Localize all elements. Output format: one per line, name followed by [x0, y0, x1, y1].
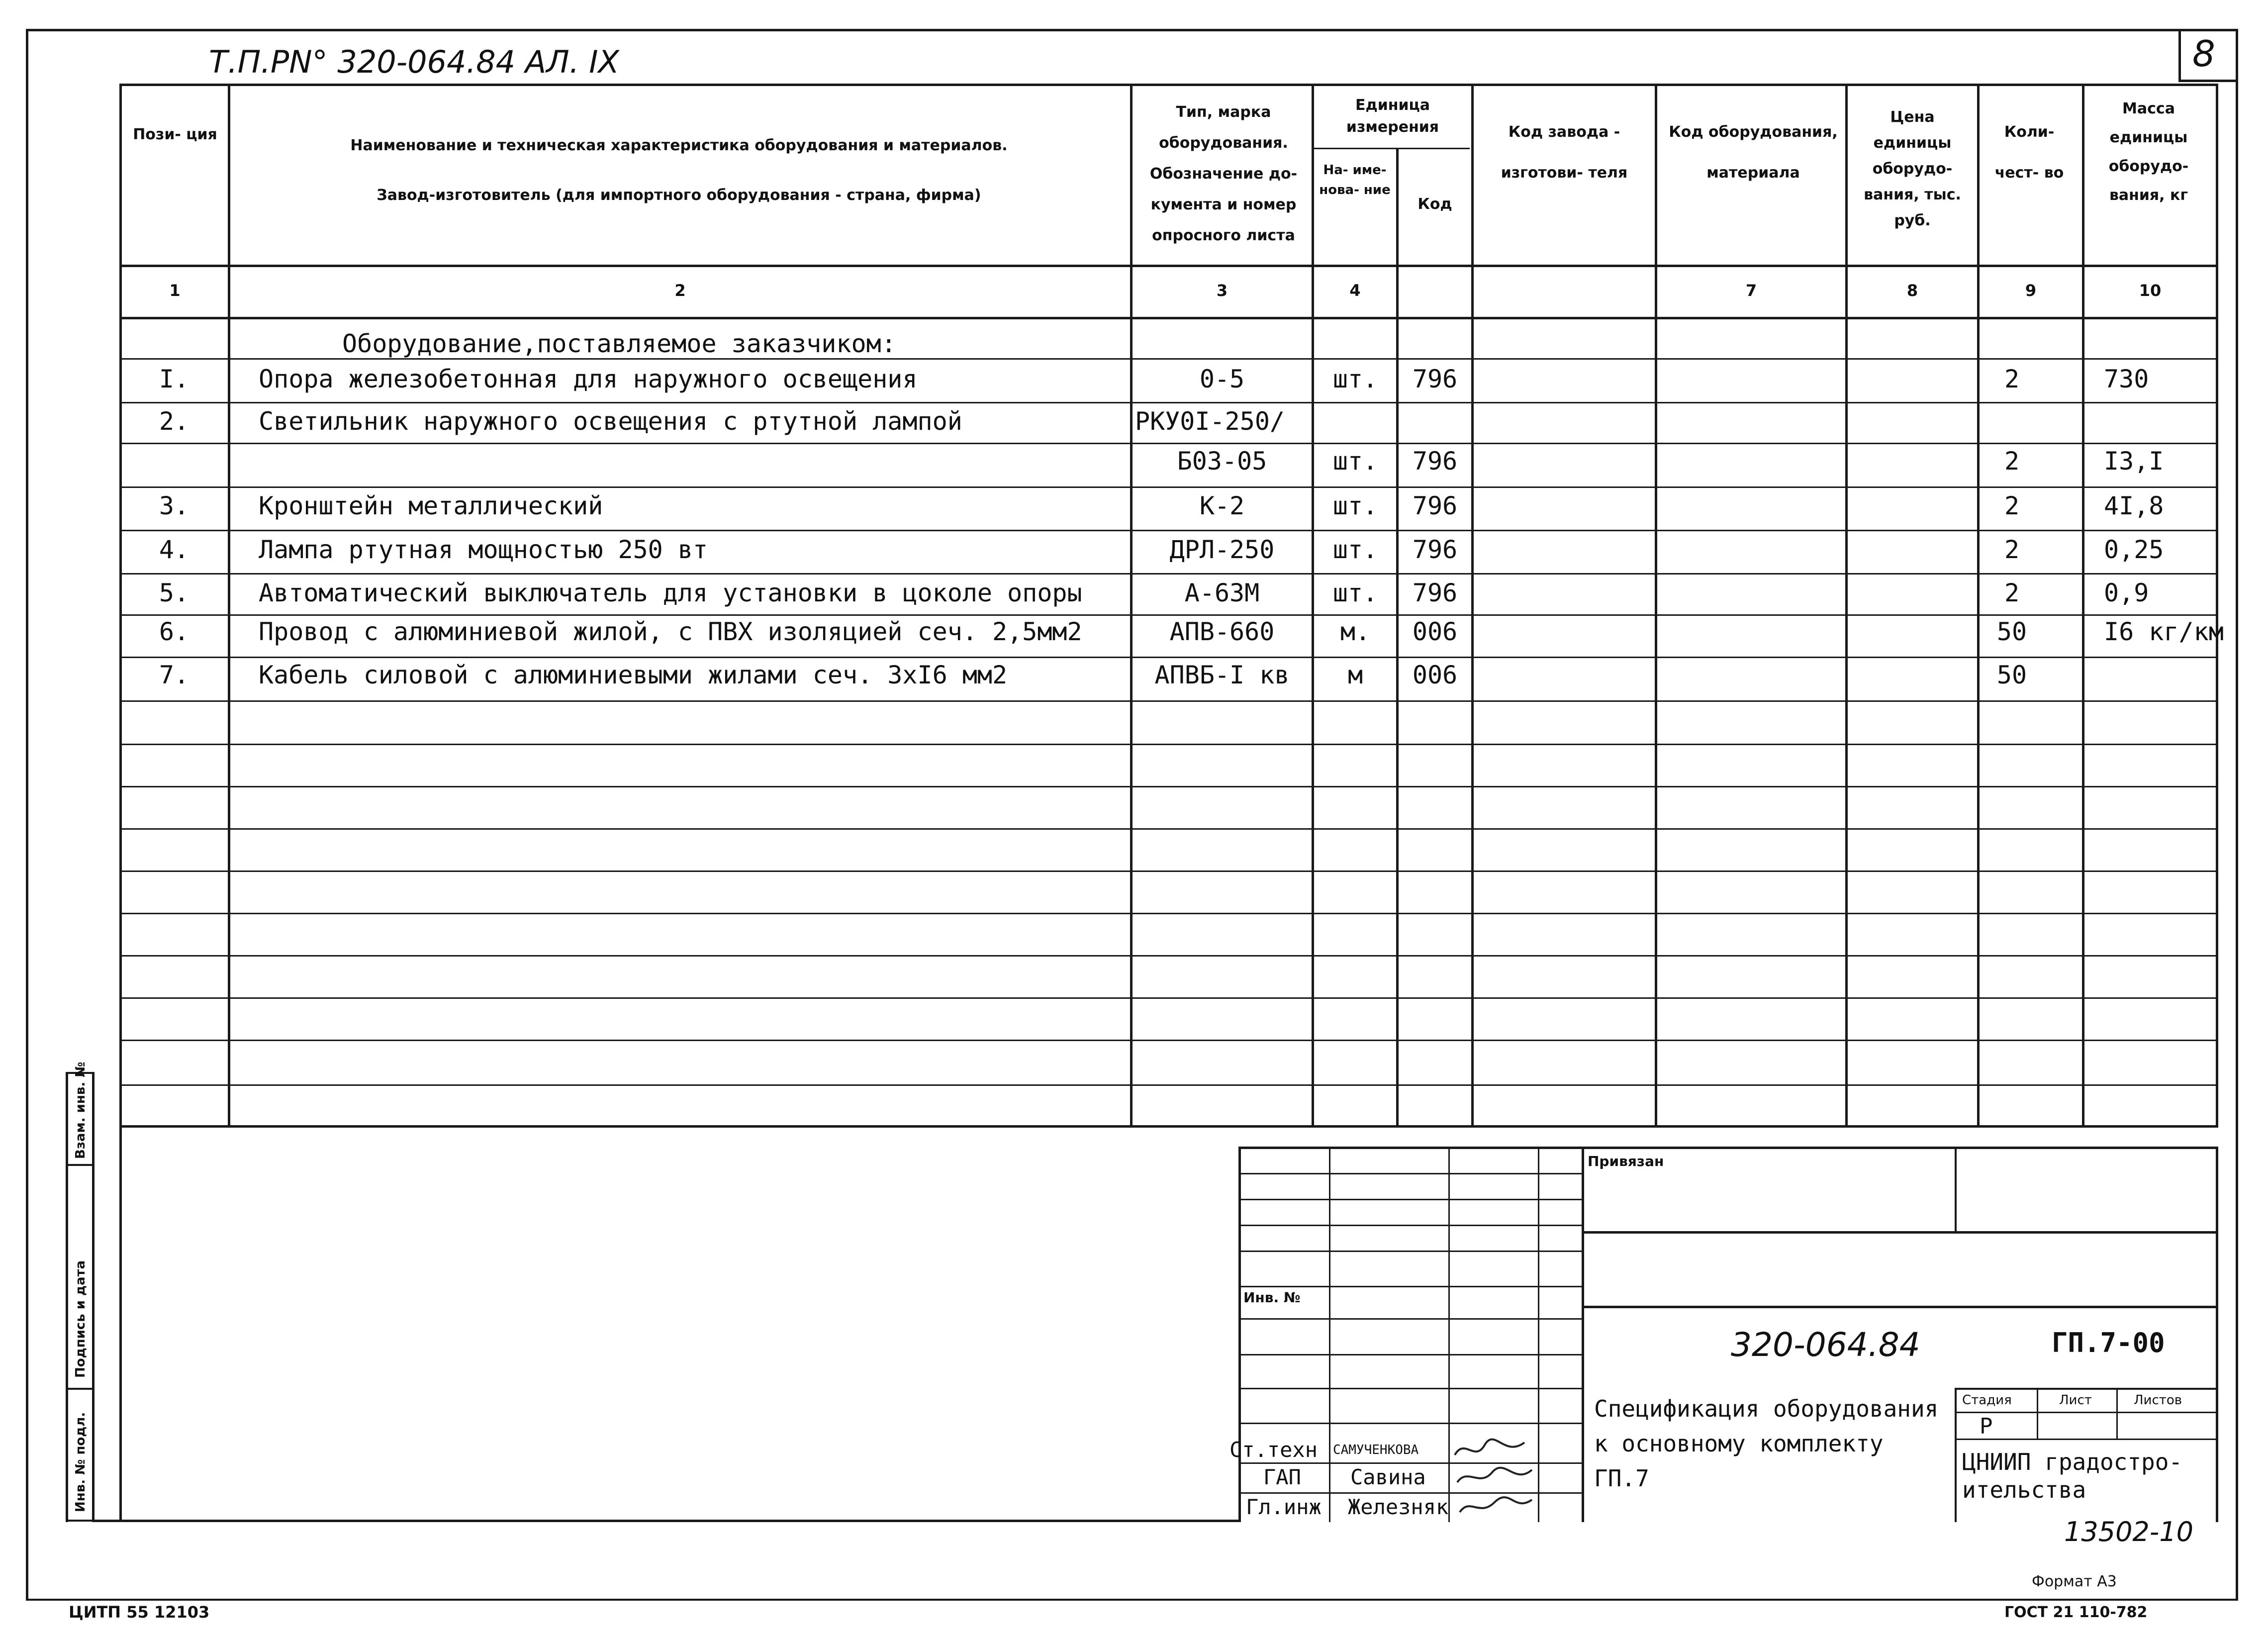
cell-quantity: 2	[2004, 447, 2020, 476]
col-num-3: 3	[1216, 281, 1228, 300]
row-divider	[122, 955, 2218, 957]
cell-position: 5.	[159, 578, 189, 607]
header-unit-group: Единица измерения	[1346, 96, 1439, 136]
cell-quantity: 50	[1996, 617, 2027, 646]
cell-unit-code: 796	[1412, 578, 1458, 607]
col-num-2: 2	[674, 281, 686, 300]
cell-unit: шт.	[1332, 365, 1378, 393]
cell-quantity: 2	[2004, 535, 2020, 564]
cell-name: Опора железобетонная для наружного освещения	[259, 365, 918, 393]
cell-name: Кронштейн металлический	[259, 491, 603, 520]
header-quantity: Коли- чест- во	[1994, 123, 2064, 182]
header-plant-code: Код завода - изготови- теля	[1501, 123, 1628, 182]
header-unit-name: На- име- нова- ние	[1319, 163, 1391, 197]
org-line-2: ительства	[1962, 1476, 2086, 1503]
cell-unit: шт.	[1332, 535, 1378, 564]
row-divider	[122, 744, 2218, 745]
cell-unit: шт.	[1332, 578, 1378, 607]
cell-mass: 0,9	[2104, 578, 2149, 607]
signature-marks	[1450, 1433, 1539, 1522]
header-price: Цена единицы оборудо- вания, тыс. руб.	[1864, 108, 1961, 229]
title-line-2: к основному комплекту	[1594, 1430, 1884, 1457]
signer-role-3: Гл.инж	[1246, 1495, 1322, 1519]
cell-type: РКУ0I-250/	[1135, 407, 1285, 436]
signer-name-2: Савина	[1350, 1465, 1426, 1489]
row-divider	[122, 786, 2218, 787]
title-line-3: ГП.7	[1594, 1465, 1649, 1492]
cell-type: ДРЛ-250	[1169, 535, 1275, 564]
cell-position: 3.	[159, 491, 189, 520]
header-mass: Масса единицы оборудо- вания, кг	[2108, 100, 2189, 204]
cell-quantity: 50	[1996, 661, 2027, 689]
cell-unit: шт.	[1332, 491, 1378, 520]
row-divider	[122, 1125, 2218, 1128]
cell-unit: шт.	[1332, 447, 1378, 476]
cell-unit: м	[1347, 661, 1363, 689]
cell-type: АПВБ-I кв	[1154, 661, 1290, 689]
cell-quantity: 2	[2004, 491, 2020, 520]
cell-name: Провод с алюминиевой жилой, с ПВХ изоляцией сеч. 2,5мм2	[259, 617, 1082, 646]
cell-type: Б03-05	[1177, 447, 1267, 476]
sheet-label: Лист	[2059, 1393, 2092, 1408]
row-divider	[122, 486, 2218, 488]
row-divider	[122, 997, 2218, 999]
row-divider	[122, 913, 2218, 914]
doc-number: 320-064.84	[1731, 1326, 1920, 1364]
stamp-inv-podl: Инв. № подл.	[73, 1412, 88, 1512]
cell-position: 4.	[159, 535, 189, 564]
title-line-1: Спецификация оборудования	[1594, 1395, 1939, 1422]
inv-no-label: Инв. №	[1243, 1289, 1301, 1306]
document-reference: Т.П.РN° 320-064.84 АЛ. IX	[209, 44, 619, 80]
archive-number: 13502-10	[2064, 1516, 2193, 1547]
cell-position: I.	[159, 365, 189, 393]
cell-unit-code: 796	[1412, 365, 1458, 393]
cell-mass: I6 кг/км	[2104, 617, 2224, 646]
cell-name: Кабель силовой с алюминиевыми жилами сеч. 3хI6 мм2	[259, 661, 1008, 689]
row-divider	[122, 1040, 2218, 1041]
signer-name-3: Железняк	[1348, 1495, 1449, 1519]
row-divider	[122, 402, 2218, 403]
cell-type: 0-5	[1199, 365, 1245, 393]
cell-quantity: 2	[2004, 365, 2020, 393]
header-unit-code: Код	[1418, 195, 1452, 213]
cell-name: Автоматический выключатель для установки в цоколе опоры	[259, 578, 1082, 607]
stamp-vzam-inv: Взам. инв. №	[73, 1061, 88, 1159]
row-divider	[122, 1084, 2218, 1086]
stage-label: Стадия	[1962, 1393, 2012, 1408]
col-num-8: 8	[1906, 281, 1918, 300]
row-divider	[122, 443, 2218, 444]
cell-type: АПВ-660	[1169, 617, 1275, 646]
col-num-7: 7	[1745, 281, 1757, 300]
signer-name-1: САМУЧЕНКОВА	[1333, 1443, 1419, 1457]
col-num-1: 1	[169, 281, 181, 300]
org-line-1: ЦНИИП градостро-	[1962, 1448, 2183, 1475]
header-equipment-code: Код оборудования, материала	[1669, 123, 1838, 182]
cell-type: А-63М	[1184, 578, 1260, 607]
signer-role-2: ГАП	[1263, 1465, 1301, 1489]
cell-mass: 730	[2104, 365, 2149, 393]
cell-unit-code: 006	[1412, 617, 1458, 646]
sheets-label: Листов	[2134, 1393, 2182, 1408]
row-divider	[122, 358, 2218, 360]
header-name-line1: Наименование и техническая характеристика оборудования и материалов.	[350, 137, 1008, 154]
cell-unit-code: 006	[1412, 661, 1458, 689]
row-divider	[122, 657, 2218, 658]
cell-quantity: 2	[2004, 578, 2020, 607]
col-num-9: 9	[2025, 281, 2037, 300]
row-divider	[122, 870, 2218, 872]
cell-position: 2.	[159, 407, 189, 436]
signer-role-1: Ст.техн	[1229, 1438, 1318, 1462]
col-num-10: 10	[2139, 281, 2162, 300]
cell-mass: I3,I	[2104, 447, 2164, 476]
cell-position: 7.	[159, 661, 189, 689]
section-title: Оборудование,поставляемое заказчиком:	[342, 329, 896, 358]
cell-unit-code: 796	[1412, 491, 1458, 520]
header-position: Пози- ция	[133, 126, 217, 143]
row-divider	[122, 828, 2218, 830]
header-name-line2: Завод-изготовитель (для импортного оборудования - страна, фирма)	[377, 187, 981, 204]
page-number: 8	[2192, 33, 2215, 75]
row-divider	[122, 700, 2218, 702]
col-num-4: 4	[1349, 281, 1361, 300]
row-divider	[122, 530, 2218, 531]
cell-unit-code: 796	[1412, 535, 1458, 564]
table-top-border	[119, 84, 2218, 86]
stamp-signature-date: Подпись и дата	[73, 1260, 88, 1378]
footer-format: Формат А3	[2032, 1573, 2117, 1590]
cell-position: 6.	[159, 617, 189, 646]
cell-unit: м.	[1340, 617, 1371, 646]
cell-mass: 4I,8	[2104, 491, 2164, 520]
cell-name: Светильник наружного освещения с ртутной лампой	[259, 407, 962, 436]
footer-gost: ГОСТ 21 110-782	[2004, 1604, 2148, 1621]
cell-mass: 0,25	[2104, 535, 2164, 564]
privyazan-label: Привязан	[1588, 1153, 1664, 1169]
cell-unit-code: 796	[1412, 447, 1458, 476]
cell-name: Лампа ртутная мощностью 250 вт	[259, 535, 708, 564]
cell-type: К-2	[1199, 491, 1245, 520]
footer-left: ЦИТП 55 12103	[69, 1603, 210, 1622]
header-type: Тип, марка оборудования. Обозначение до- кумента и номер опросного листа	[1149, 103, 1298, 244]
stage-value: Р	[1980, 1414, 1993, 1439]
row-divider	[122, 573, 2218, 575]
sheet-code: ГП.7-00	[2052, 1327, 2165, 1358]
row-divider	[122, 614, 2218, 616]
